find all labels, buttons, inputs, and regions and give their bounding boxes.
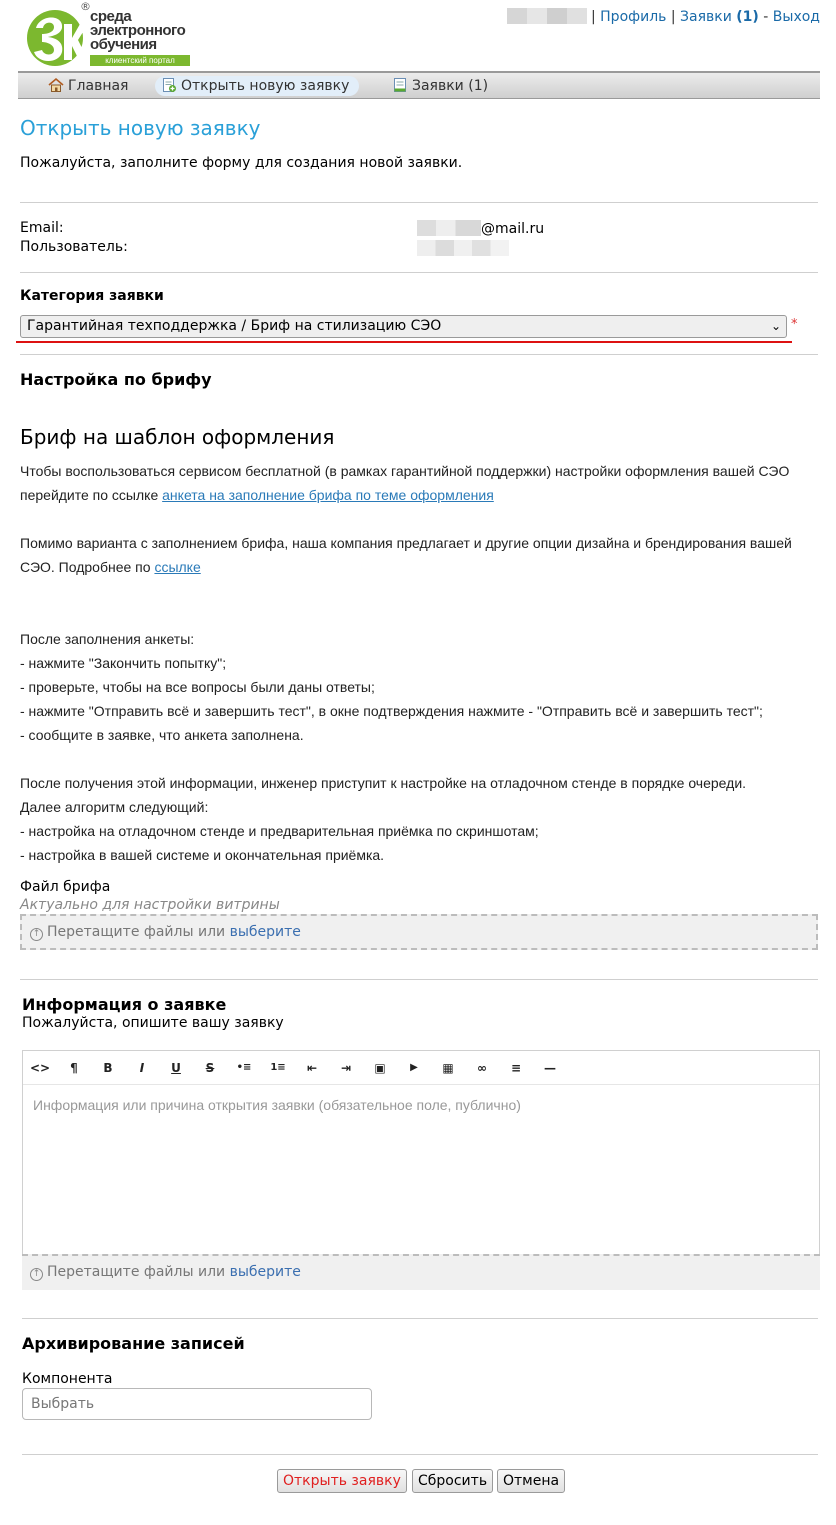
brief-form-link[interactable]: анкета на заполнение брифа по теме оформления	[162, 487, 494, 503]
nav-tickets-label: Заявки (1)	[412, 78, 489, 94]
image-icon[interactable]: ▣	[374, 1061, 386, 1075]
cancel-button[interactable]: Отмена	[497, 1469, 565, 1493]
redacted-username-value	[417, 240, 509, 256]
required-mark: *	[791, 317, 798, 332]
email-label: Email:	[20, 220, 64, 236]
logo-tagline: клиентский портал	[90, 55, 190, 66]
registered-mark: ®	[80, 0, 91, 13]
page-intro: Пожалуйста, заполните форму для создания новой заявки.	[20, 155, 463, 171]
outdent-icon[interactable]: ⇤	[306, 1061, 318, 1075]
archive-title: Архивирование записей	[22, 1334, 245, 1353]
after-text: После получения этой информации, инженер приступит к настройке на отладочном стенде в порядке очереди.	[20, 775, 747, 791]
reset-button[interactable]: Сбросить	[412, 1469, 493, 1493]
align-icon[interactable]: ≡	[510, 1061, 522, 1075]
user-bar	[507, 8, 820, 25]
tickets-count: (1)	[736, 9, 759, 25]
main-nav	[18, 71, 820, 99]
separator: -	[763, 9, 769, 25]
numbered-list-icon[interactable]: 1≡	[270, 1062, 286, 1073]
brief-file-dropzone[interactable]	[20, 914, 818, 950]
divider	[20, 202, 818, 203]
after-text: Далее алгоритм следующий:	[20, 799, 209, 815]
divider	[22, 1318, 818, 1319]
email-value	[417, 220, 544, 237]
component-label: Компонента	[22, 1371, 113, 1387]
nav-tickets[interactable]	[386, 76, 498, 96]
category-label: Категория заявки	[20, 288, 164, 304]
bold-icon[interactable]: B	[103, 1061, 113, 1075]
required-underline	[16, 341, 792, 343]
nav-home[interactable]	[42, 76, 138, 96]
tickets-link[interactable]	[680, 9, 759, 25]
brief-steps	[20, 627, 810, 867]
brief-paragraph-2	[20, 531, 810, 579]
brief-p2-text: Помимо варианта с заполнением брифа, наша компания предлагает и другие опции дизайна и брендирования вашей СЭО. Подробнее по	[20, 535, 792, 575]
redacted-username	[507, 8, 587, 24]
upload-icon: ↑	[30, 1268, 43, 1281]
divider	[22, 1454, 818, 1455]
rich-text-editor	[22, 1050, 820, 1290]
tickets-list-icon	[392, 77, 408, 93]
step-item: - сообщите в заявке, что анкета заполнена.	[20, 727, 304, 743]
home-icon	[48, 77, 64, 93]
tickets-link-label: Заявки	[680, 9, 732, 25]
brief-heading: Бриф на шаблон оформления	[20, 425, 335, 449]
brief-file-label: Файл брифа	[20, 879, 111, 895]
logo-line-2: электронного	[90, 22, 186, 39]
after-text: - настройка в вашей системе и окончательная приёмка.	[20, 847, 385, 863]
bulleted-list-icon[interactable]: •≡	[236, 1062, 252, 1073]
choose-files-link[interactable]: выберите	[229, 1264, 301, 1280]
brief-section-title: Настройка по брифу	[20, 370, 212, 389]
choose-files-link[interactable]: выберите	[229, 924, 301, 940]
after-text: - настройка на отладочном стенде и предварительная приёмка по скриншотам;	[20, 823, 539, 839]
dropzone-text: Перетащите файлы или	[47, 1264, 230, 1280]
nav-open-new-label: Открыть новую заявку	[181, 78, 350, 94]
italic-icon[interactable]: I	[139, 1061, 145, 1075]
link-icon[interactable]: ∞	[477, 1061, 487, 1075]
component-select[interactable]: Выбрать	[22, 1388, 372, 1420]
more-info-link[interactable]: ссылке	[154, 559, 201, 575]
separator: |	[590, 9, 596, 25]
divider	[20, 272, 818, 273]
steps-intro: После заполнения анкеты:	[20, 631, 195, 647]
editor-textarea[interactable]: Информация или причина открытия заявки (обязательное поле, публично)	[33, 1097, 521, 1113]
new-ticket-icon	[161, 77, 177, 93]
step-item: - проверьте, чтобы на все вопросы были даны ответы;	[20, 679, 375, 695]
separator: |	[670, 9, 676, 25]
logo-line-3: обучения	[90, 36, 157, 53]
brief-file-hint: Актуально для настройки витрины	[20, 897, 280, 913]
page-title: Открыть новую заявку	[20, 116, 261, 140]
horizontal-rule-icon[interactable]: —	[544, 1061, 556, 1075]
step-item: - нажмите "Закончить попытку";	[20, 655, 227, 671]
step-item: - нажмите "Отправить всё и завершить тест", в окне подтверждения нажмите - "Отправить всё и завершить тест";	[20, 703, 763, 719]
code-view-icon[interactable]: <>	[29, 1061, 51, 1075]
email-domain: @mail.ru	[481, 221, 545, 237]
logout-link[interactable]: Выход	[772, 9, 820, 25]
category-select[interactable]	[20, 315, 787, 338]
nav-open-new[interactable]	[155, 76, 359, 96]
ticket-info-subtitle: Пожалуйста, опишите вашу заявку	[22, 1015, 284, 1031]
profile-link[interactable]: Профиль	[600, 9, 667, 25]
editor-toolbar	[23, 1051, 819, 1085]
ticket-file-dropzone[interactable]	[22, 1254, 820, 1290]
open-ticket-button[interactable]: Открыть заявку	[277, 1469, 407, 1493]
divider	[20, 354, 818, 355]
brief-p1-text: Чтобы воспользоваться сервисом бесплатной (в рамках гарантийной поддержки) настройки оформления вашей СЭО перейдите по ссылке	[20, 463, 790, 503]
upload-icon: ↑	[30, 928, 43, 941]
logo-line-1: среда	[90, 8, 132, 25]
logo-mark-icon	[22, 2, 88, 68]
brief-paragraph-1	[20, 459, 810, 507]
dropzone-text: Перетащите файлы или	[47, 924, 230, 940]
redacted-email	[417, 220, 481, 236]
paragraph-icon[interactable]: ¶	[70, 1061, 78, 1075]
table-icon[interactable]: ▦	[442, 1061, 454, 1075]
video-icon[interactable]: ▶	[410, 1062, 418, 1073]
nav-home-label: Главная	[68, 78, 129, 94]
chevron-down-icon: ⌄	[770, 319, 781, 333]
indent-icon[interactable]: ⇥	[340, 1061, 352, 1075]
strikethrough-icon[interactable]: S	[205, 1061, 215, 1075]
user-label: Пользователь:	[20, 239, 128, 255]
category-selected-value: Гарантийная техподдержка / Бриф на стилизацию СЭО	[27, 318, 442, 334]
ticket-info-title: Информация о заявке	[22, 995, 227, 1014]
underline-icon[interactable]: U	[171, 1061, 181, 1075]
site-logo[interactable]	[22, 2, 202, 68]
divider	[20, 979, 818, 980]
